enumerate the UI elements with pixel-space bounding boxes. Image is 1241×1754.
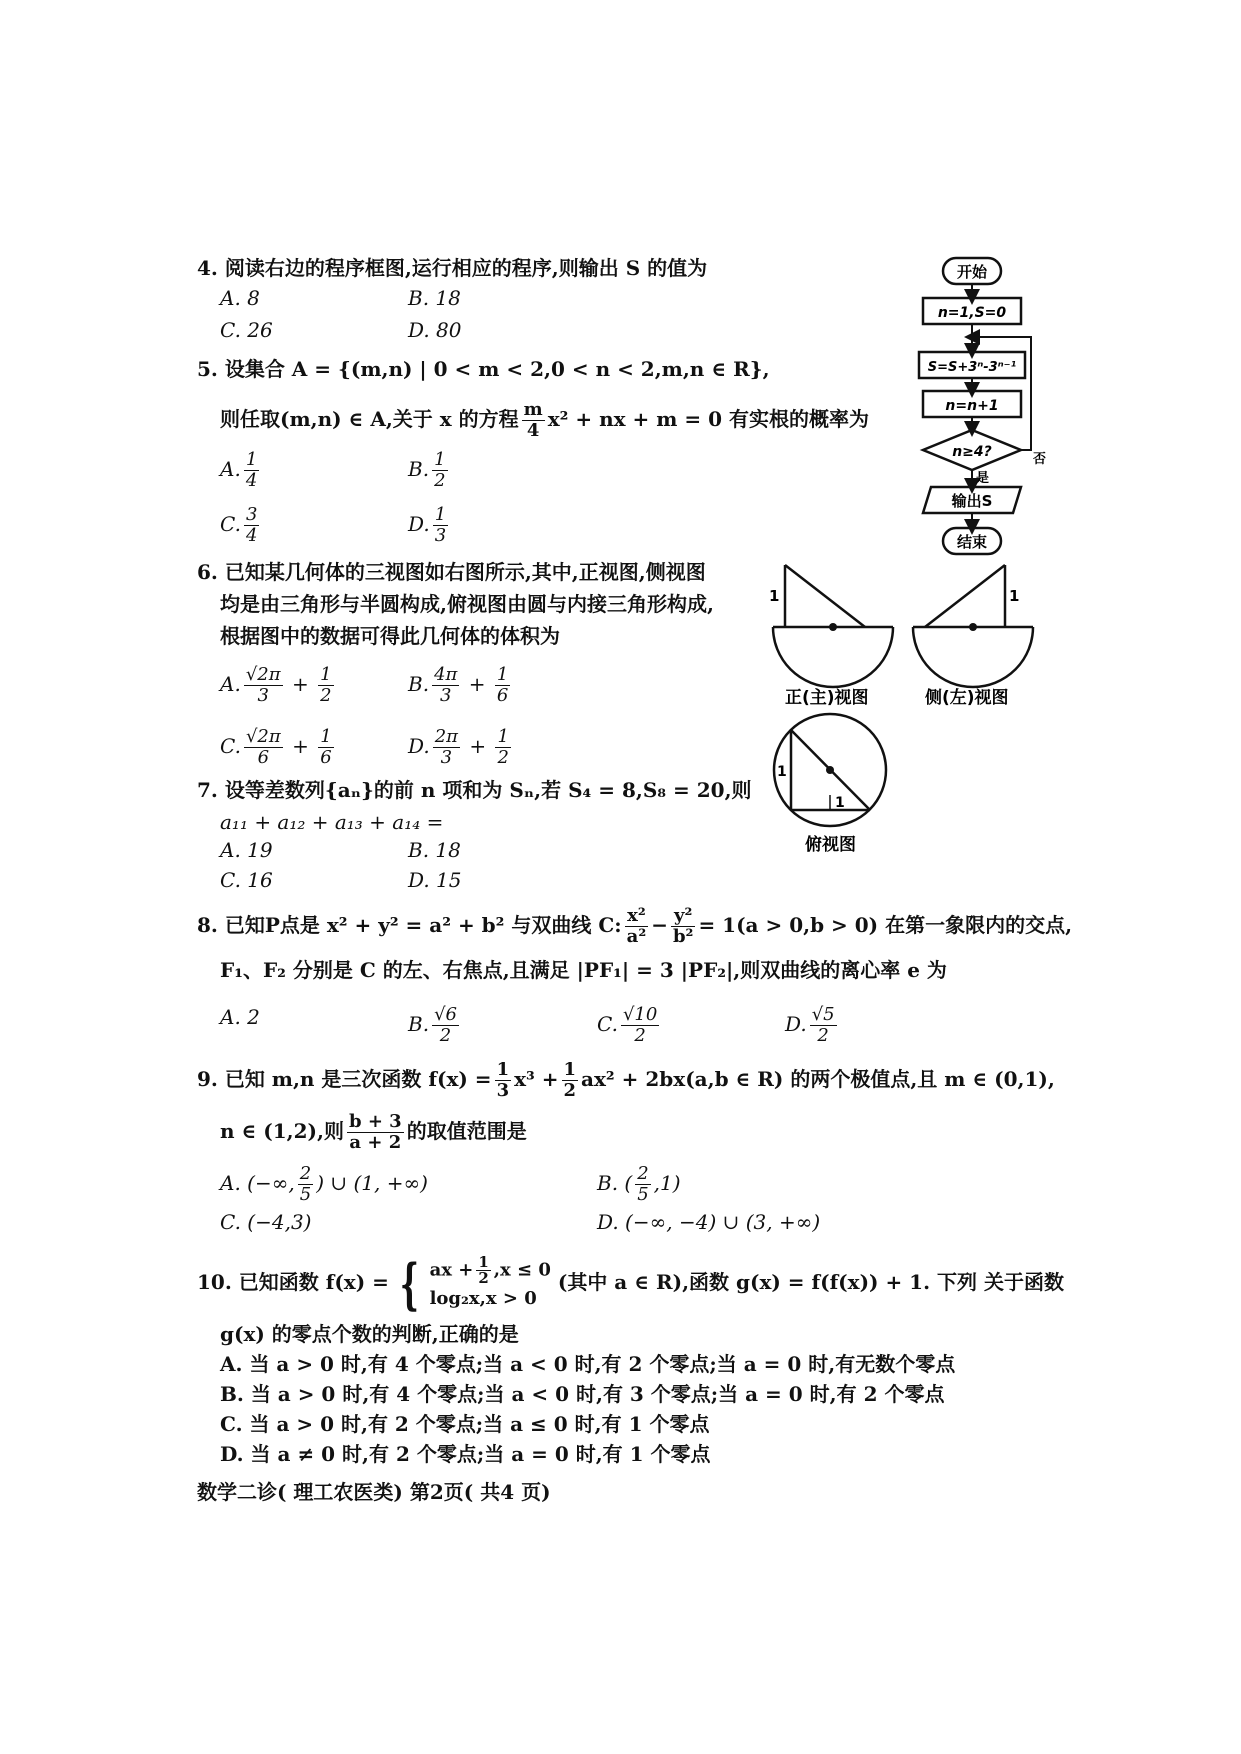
q7-option-b: B. 18 xyxy=(408,838,461,862)
front-view-label: 正(主)视图 xyxy=(785,688,869,708)
q7-line2: a₁₁ + a₁₂ + a₁₃ + a₁₄ = xyxy=(220,810,444,834)
flow-start-text: 开始 xyxy=(956,263,988,281)
q6-option-d: D. $\frac{2\pi}{3}$ + $\frac{1}{2}$ xyxy=(408,726,509,768)
program-flowchart xyxy=(905,253,1055,563)
q6-option-b: B. $\frac{4\pi}{3}$ + $\frac{1}{6}$ xyxy=(408,664,509,706)
q8-line1: 8. 已知P点是 x² + y² = a² + b² 与双曲线 C: $\frac{\text{x²}}{\text{a²}}$ − $\frac{\text{y²}}{\text{b²}}$ = 1(a > 0,b > 0) 在第一象限内的交点, xyxy=(197,905,1073,947)
q5-option-d: D. $\frac{1}{3}$ xyxy=(408,504,447,546)
front-view xyxy=(769,565,893,687)
q6-line1: 6. 已知某几何体的三视图如右图所示,其中,正视图,侧视图 xyxy=(197,560,706,584)
q4-option-a: A. 8 xyxy=(220,286,260,310)
q8-option-c: C. $\frac{√10}{2}$ xyxy=(597,1004,658,1046)
q5-option-b: B. $\frac{1}{2}$ xyxy=(408,449,446,491)
flow-yes-label: 是 xyxy=(976,471,990,486)
q5-line2: 则任取(m,n) ∈ A,关于 x 的方程 $\frac{m}{4}$ x² + nx + m = 0 有实根的概率为 xyxy=(220,399,869,441)
q5-stem: 5. 设集合 A = {(m,n) | 0 < m < 2,0 < n < 2,m,n ∈ R}, xyxy=(197,357,770,381)
q6-option-c: C. $\frac{√2\pi}{6}$ + $\frac{1}{6}$ xyxy=(220,726,332,768)
q8-option-a: A. 2 xyxy=(220,1005,260,1029)
top-view-dim-bottom: 1 xyxy=(835,795,845,811)
q8-option-b: B. $\frac{√6}{2}$ xyxy=(408,1004,457,1046)
q4-option-c: C. 26 xyxy=(220,318,273,342)
q10-line1: 10. 已知函数 f(x) = { ax + $\frac{1}{2}$ ,x ≤ 0 log₂x,x > 0 (其中 a ∈ R),函数 g(x) = f(f(x)) + 1. 下列 关于函数 xyxy=(197,1251,1064,1316)
q10-option-c: C. 当 a > 0 时,有 2 个零点;当 a ≤ 0 时,有 1 个零点 xyxy=(220,1412,710,1436)
q9-option-c: C. (−4,3) xyxy=(220,1210,312,1234)
q5-option-c: C. $\frac{3}{4}$ xyxy=(220,504,258,546)
side-view xyxy=(913,565,1033,687)
side-view-dim: 1 xyxy=(1009,587,1020,605)
top-view-label: 俯视图 xyxy=(805,835,856,855)
flow-increment-text: n=n+1 xyxy=(945,398,999,414)
top-view xyxy=(774,714,886,826)
three-view-diagram xyxy=(765,555,1060,855)
q6-line2: 均是由三角形与半圆构成,俯视图由圆与内接三角形构成, xyxy=(220,592,714,616)
q7-option-d: D. 15 xyxy=(408,868,462,892)
q9-option-d: D. (−∞, −4) ∪ (3, +∞) xyxy=(597,1210,821,1234)
q10-option-b: B. 当 a > 0 时,有 4 个零点;当 a < 0 时,有 3 个零点;当 a = 0 时,有 2 个零点 xyxy=(220,1382,945,1406)
q4-option-d: D. 80 xyxy=(408,318,462,342)
flow-end-text: 结束 xyxy=(956,533,988,551)
q9-option-b: B. ( $\frac{2}{5}$ ,1) xyxy=(597,1163,681,1205)
q10-option-a: A. 当 a > 0 时,有 4 个零点;当 a < 0 时,有 2 个零点;当 a = 0 时,有无数个零点 xyxy=(220,1352,956,1376)
flow-condition-text: n≥4? xyxy=(952,444,992,460)
q5-option-a: A. $\frac{1}{4}$ xyxy=(220,449,258,491)
q7-option-c: C. 16 xyxy=(220,868,273,892)
flow-no-label: 否 xyxy=(1033,452,1047,467)
q6-option-a: A. $\frac{√2\pi}{3}$ + $\frac{1}{2}$ xyxy=(220,664,332,706)
top-view-dim-left: 1 xyxy=(777,764,787,780)
q10-option-d: D. 当 a ≠ 0 时,有 2 个零点;当 a = 0 时,有 1 个零点 xyxy=(220,1442,711,1466)
page-footer: 数学二诊( 理工农医类) 第2页( 共4 页) xyxy=(197,1480,551,1504)
q4-stem: 4. 阅读右边的程序框图,运行相应的程序,则输出 S 的值为 xyxy=(197,256,708,280)
q8-line2: F₁、F₂ 分别是 C 的左、右焦点,且满足 |PF₁| = 3 |PF₂|,则双曲线的离心率 e 为 xyxy=(220,958,947,982)
q10-line2: g(x) 的零点个数的判断,正确的是 xyxy=(220,1322,519,1346)
q8-option-d: D. $\frac{√5}{2}$ xyxy=(785,1004,835,1046)
front-view-dim: 1 xyxy=(769,587,780,605)
flow-update-text: S=S+3ⁿ-3ⁿ⁻¹ xyxy=(927,360,1017,375)
side-view-label: 侧(左)视图 xyxy=(925,688,1009,708)
q7-option-a: A. 19 xyxy=(220,838,273,862)
q4-option-b: B. 18 xyxy=(408,286,461,310)
flow-init-text: n=1,S=0 xyxy=(937,305,1007,321)
q9-line1: 9. 已知 m,n 是三次函数 f(x) = $\frac{1}{3}$ x³ + $\frac{1}{2}$ ax² + 2bx(a,b ∈ R) 的两个极值点,且 m ∈ (0,1), xyxy=(197,1059,1055,1101)
q7-line1: 7. 设等差数列{aₙ}的前 n 项和为 Sₙ,若 S₄ = 8,S₈ = 20,则 xyxy=(197,778,752,802)
q9-option-a: A. (−∞, $\frac{2}{5}$ ) ∪ (1, +∞) xyxy=(220,1163,428,1205)
q9-line2: n ∈ (1,2),则 $\frac{b + 3}{a + 2}$ 的取值范围是 xyxy=(220,1111,527,1153)
q6-line3: 根据图中的数据可得此几何体的体积为 xyxy=(220,624,560,648)
flow-output-text: 输出S xyxy=(951,492,993,510)
